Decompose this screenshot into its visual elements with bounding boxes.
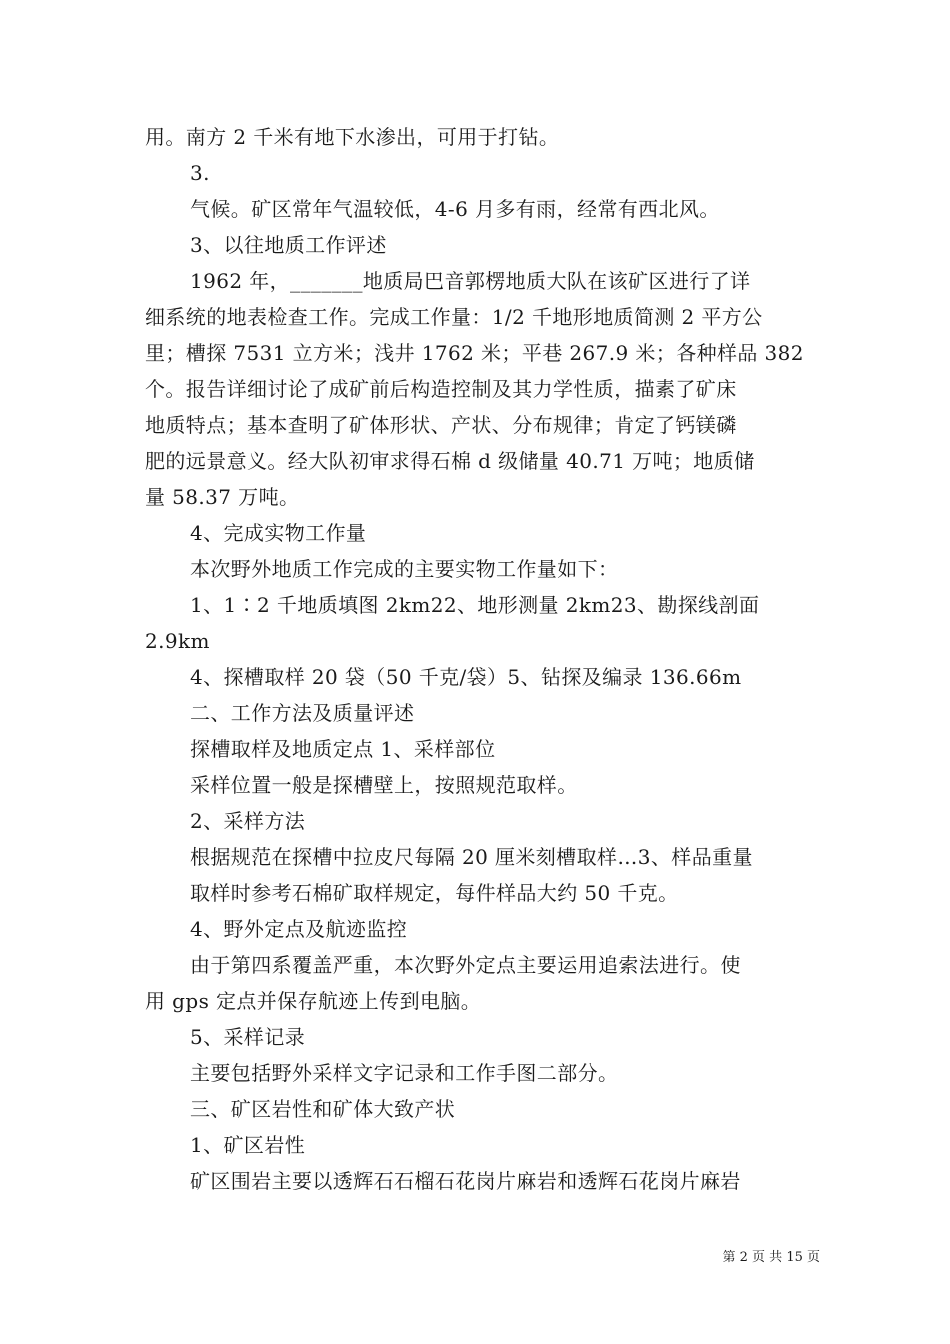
- text-line: 本次野外地质工作完成的主要实物工作量如下：: [190, 557, 619, 581]
- section-heading: 3、以往地质工作评述: [190, 233, 387, 257]
- text-line: 由于第四系覆盖严重，本次野外定点主要运用追索法进行。使: [190, 953, 741, 977]
- text-line: 气候。矿区常年气温较低，4-6 月多有雨，经常有西北风。: [190, 197, 720, 221]
- text-line: 主要包括野外采样文字记录和工作手图二部分。: [190, 1061, 619, 1085]
- text-line: 探槽取样及地质定点 1、采样部位: [190, 737, 496, 761]
- text-line: 1、1∶2 千地质填图 2km22、地形测量 2km23、勘探线剖面: [190, 593, 760, 617]
- section-heading: 三、矿区岩性和矿体大致产状: [190, 1097, 456, 1121]
- text-line: 里；槽探 7531 立方米；浅井 1762 米；平巷 267.9 米；各种样品 382: [145, 341, 804, 365]
- section-heading: 4、完成实物工作量: [190, 521, 367, 545]
- text-line: 用 gps 定点并保存航迹上传到电脑。: [145, 989, 482, 1013]
- section-heading: 4、野外定点及航迹监控: [190, 917, 408, 941]
- text-line: 个。报告详细讨论了成矿前后构造控制及其力学性质，描素了矿床: [145, 377, 737, 401]
- text-line: 肥的远景意义。经大队初审求得石棉 d 级储量 40.71 万吨；地质储: [145, 449, 755, 473]
- text-line: 地质特点；基本查明了矿体形状、产状、分布规律；肯定了钙镁磷: [145, 413, 737, 437]
- section-heading: 2、采样方法: [190, 809, 306, 833]
- text-line: 根据规范在探槽中拉皮尺每隔 20 厘米刻槽取样…3、样品重量: [190, 845, 753, 869]
- text-line: 量 58.37 万吨。: [145, 485, 300, 509]
- text-line: 采样位置一般是探槽壁上，按照规范取样。: [190, 773, 578, 797]
- section-heading: 二、工作方法及质量评述: [190, 701, 415, 725]
- text-line: 取样时参考石棉矿取样规定，每件样品大约 50 千克。: [190, 881, 679, 905]
- page-number: 第 2 页 共 15 页: [722, 1250, 820, 1265]
- text-line: 4、探槽取样 20 袋（50 千克/袋）5、钻探及编录 136.66m: [190, 665, 742, 689]
- text-line: 矿区围岩主要以透辉石石榴石花岗片麻岩和透辉石花岗片麻岩: [190, 1169, 741, 1193]
- text-line: 细系统的地表检查工作。完成工作量：1/2 千地形地质简测 2 平方公: [145, 305, 763, 329]
- section-heading: 5、采样记录: [190, 1025, 306, 1049]
- text-line: 2.9km: [145, 629, 210, 653]
- section-heading: 1、矿区岩性: [190, 1133, 306, 1157]
- text-line: 1962 年，_______地质局巴音郭楞地质大队在该矿区进行了详: [190, 269, 751, 293]
- text-line: 3.: [190, 161, 210, 185]
- text-line: 用。南方 2 千米有地下水渗出，可用于打钻。: [145, 125, 560, 149]
